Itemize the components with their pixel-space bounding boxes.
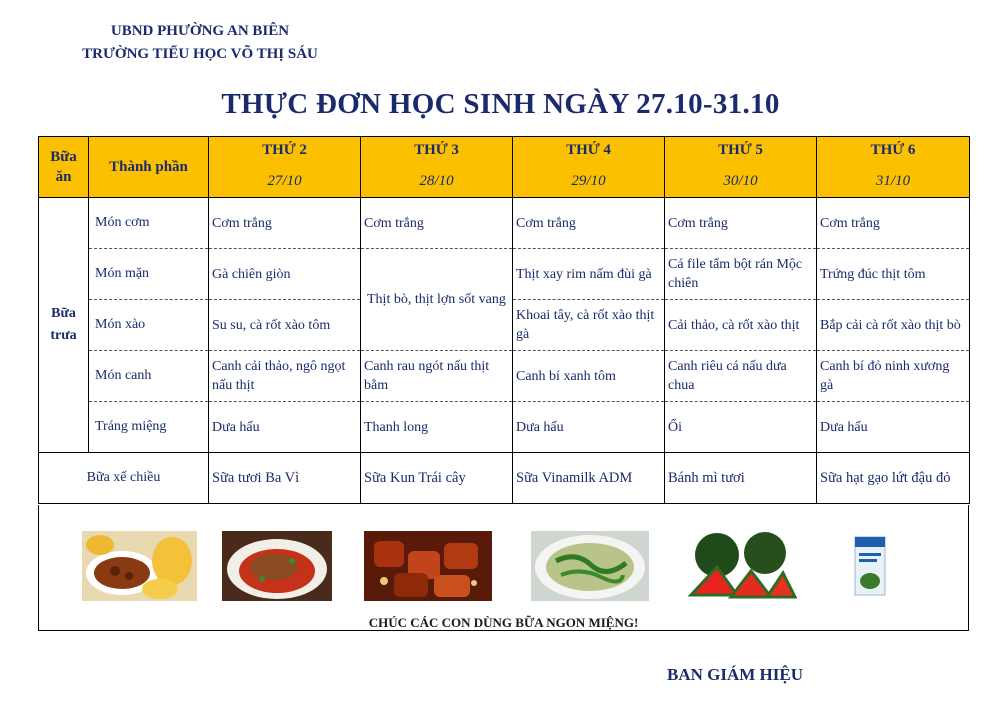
menu-cell: Thịt xay rim nấm đùi gà <box>513 249 665 300</box>
menu-cell: Thịt bò, thịt lợn sốt vang <box>361 249 513 351</box>
menu-cell: Sữa Vinamilk ADM <box>513 453 665 504</box>
menu-cell: Canh bí đỏ ninh xương gà <box>817 351 970 402</box>
food-photos-panel <box>38 505 969 631</box>
lunch-label: Bữa trưa <box>39 198 89 453</box>
table-row <box>39 249 970 300</box>
district-name: UBND PHƯỜNG AN BIÊN <box>110 23 290 39</box>
menu-cell: Dưa hấu <box>209 402 361 453</box>
menu-cell: Cơm trắng <box>817 198 970 249</box>
table-header-row <box>39 137 970 198</box>
menu-cell: Cơm trắng <box>513 198 665 249</box>
menu-cell: Canh rau ngót nấu thịt bằm <box>361 351 513 402</box>
category-label: Món mặn <box>89 249 209 300</box>
table-row <box>39 402 970 453</box>
menu-table <box>38 136 970 504</box>
school-name: TRƯỜNG TIỂU HỌC VÕ THỊ SÁU <box>82 46 318 62</box>
menu-cell: Ổi <box>665 402 817 453</box>
menu-cell: Gà chiên giòn <box>209 249 361 300</box>
menu-cell: Khoai tây, cà rốt xào thịt gà <box>513 300 665 351</box>
menu-cell: Cá file tẩm bột rán Mộc chiên <box>665 249 817 300</box>
snack-label: Bữa xế chiều <box>39 453 209 504</box>
menu-cell: Canh cải thảo, ngô ngọt nấu thịt <box>209 351 361 402</box>
menu-cell: Sữa tươi Ba Vì <box>209 453 361 504</box>
menu-cell: Bắp cải cà rốt xào thịt bò <box>817 300 970 351</box>
menu-cell: Cơm trắng <box>361 198 513 249</box>
col-component-header: Thành phần <box>89 137 209 198</box>
school-header <box>60 20 340 66</box>
menu-cell: Canh bí xanh tôm <box>513 351 665 402</box>
menu-cell: Cơm trắng <box>209 198 361 249</box>
menu-cell: Sữa Kun Trái cây <box>361 453 513 504</box>
milk-carton-photo <box>851 531 891 601</box>
table-row <box>39 198 970 249</box>
stew-photo <box>82 531 197 601</box>
menu-cell: Su su, cà rốt xào tôm <box>209 300 361 351</box>
day-header: THỨ 3 28/10 <box>361 137 513 198</box>
menu-cell: Cải thảo, cà rốt xào thịt <box>665 300 817 351</box>
signature-label: BAN GIÁM HIỆU <box>667 665 804 684</box>
fish-photo <box>222 531 332 601</box>
day-header: THỨ 4 29/10 <box>513 137 665 198</box>
wish-text: CHÚC CÁC CON DÙNG BỮA NGON MIỆNG! <box>368 615 639 630</box>
category-label: Món canh <box>89 351 209 402</box>
category-label: Tráng miệng <box>89 402 209 453</box>
snack-row <box>39 453 970 504</box>
day-header: THỨ 5 30/10 <box>665 137 817 198</box>
page-title: THỰC ĐƠN HỌC SINH NGÀY 27.10-31.10 <box>221 88 780 120</box>
menu-cell: Dưa hấu <box>513 402 665 453</box>
menu-cell: Trứng đúc thịt tôm <box>817 249 970 300</box>
menu-cell: Dưa hấu <box>817 402 970 453</box>
watermelon-photo <box>687 531 797 601</box>
menu-cell: Thanh long <box>361 402 513 453</box>
table-row <box>39 351 970 402</box>
soup-photo <box>531 531 649 601</box>
day-header: THỨ 2 27/10 <box>209 137 361 198</box>
braised-pork-photo <box>364 531 492 601</box>
col-meal-header: Bữa ăn <box>39 137 89 198</box>
menu-cell: Cơm trắng <box>665 198 817 249</box>
day-header: THỨ 6 31/10 <box>817 137 970 198</box>
menu-cell: Sữa hạt gạo lứt đậu đỏ <box>817 453 970 504</box>
menu-cell: Canh riêu cá nấu dưa chua <box>665 351 817 402</box>
category-label: Món xào <box>89 300 209 351</box>
menu-cell: Bánh mì tươi <box>665 453 817 504</box>
category-label: Món cơm <box>89 198 209 249</box>
